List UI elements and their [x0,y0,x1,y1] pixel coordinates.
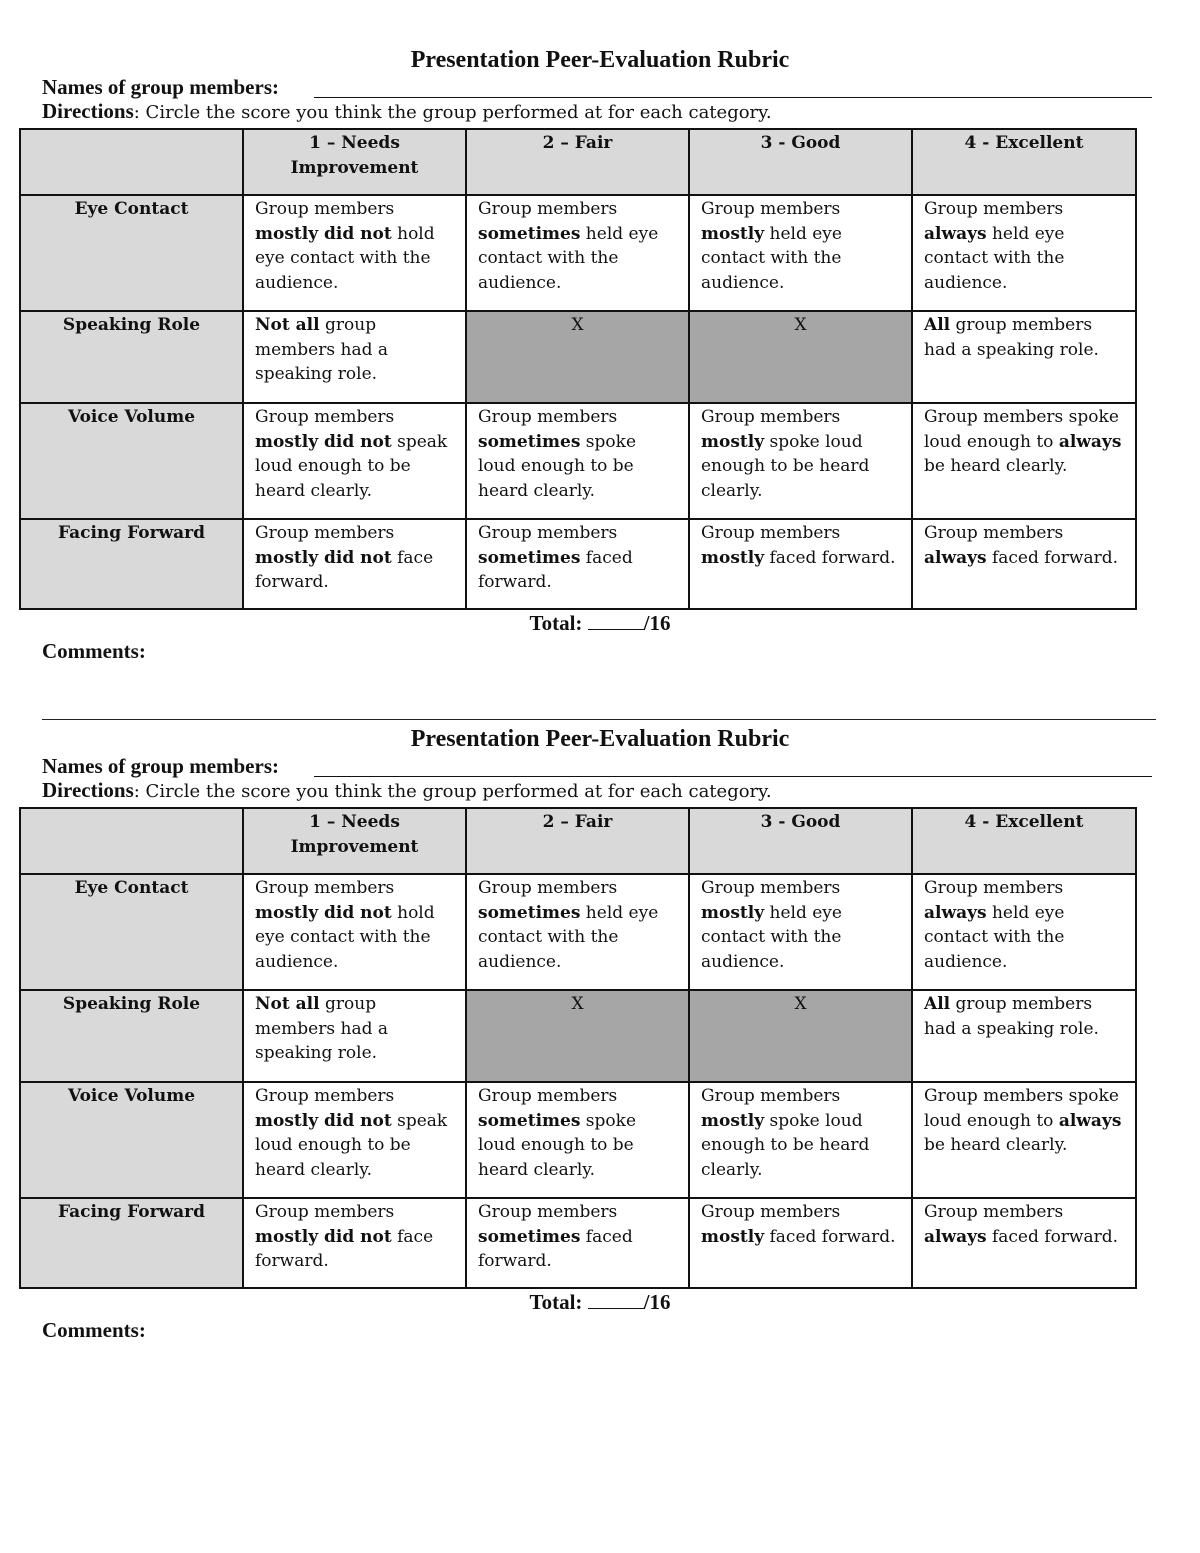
rubric-descriptor-cell[interactable] [689,874,912,990]
rubric-descriptor-cell[interactable] [689,1198,912,1288]
group-names-blank-line[interactable] [314,776,1152,777]
rubric-row [20,990,1136,1082]
rubric-descriptor-cell[interactable] [243,403,466,519]
header-corner-cell [20,808,243,874]
group-names-label: Names of group members: [42,754,279,778]
descriptor-emphasis: mostly did not [255,1110,392,1131]
header-corner-cell [20,129,243,195]
total-score [0,1289,1200,1315]
directions-label: Directions [42,99,134,123]
descriptor-emphasis: All [924,315,951,335]
descriptor-emphasis: mostly did not [255,1226,392,1247]
score-header-4[interactable]: 4 - Excellent [912,808,1136,874]
descriptor-text: faced forward. [986,1226,1119,1247]
rubric-descriptor-cell[interactable] [689,1082,912,1198]
descriptor-text: Group members [924,523,1064,543]
descriptor-text: faced forward. [986,547,1119,568]
descriptor-text: Group members [701,878,841,898]
rubric-descriptor-cell[interactable] [243,1198,466,1288]
rubric-descriptor-cell[interactable] [466,874,689,990]
descriptor-text: hold eye contact with the audience. [255,223,435,293]
sheet-divider [42,719,1156,720]
not-applicable-cell: X [466,990,689,1082]
descriptor-emphasis: mostly did not [255,547,392,568]
rubric-descriptor-cell[interactable] [689,519,912,609]
descriptor-emphasis: mostly did not [255,223,392,244]
descriptor-text: Group members [255,878,395,898]
descriptor-emphasis: mostly [701,1226,765,1247]
rubric-descriptor-cell[interactable] [466,519,689,609]
rubric-header-row [20,808,1136,874]
descriptor-emphasis: mostly [701,431,765,452]
descriptor-text: Group members [924,199,1064,219]
rubric-descriptor-cell[interactable] [912,403,1136,519]
rubric-row [20,1198,1136,1288]
rubric-descriptor-cell[interactable] [466,195,689,311]
descriptor-text: face forward. [255,1226,434,1271]
not-applicable-cell: X [689,990,912,1082]
descriptor-emphasis: sometimes [478,1226,581,1247]
rubric-row [20,195,1136,311]
descriptor-text: held eye contact with the audience. [478,902,659,972]
descriptor-text: Group members [701,1202,841,1222]
descriptor-text: Group members [255,1086,395,1106]
descriptor-emphasis: mostly did not [255,902,392,923]
total-score [0,610,1200,636]
not-applicable-cell: X [689,311,912,403]
descriptor-text: Group members [478,199,618,219]
descriptor-text: held eye contact with the audience. [924,223,1065,293]
descriptor-text: Group members [255,199,395,219]
descriptor-text: faced forward. [478,547,633,592]
descriptor-text: speak loud enough to be heard clearly. [255,1110,448,1180]
rubric-descriptor-cell[interactable] [912,874,1136,990]
directions-label: Directions [42,778,134,802]
group-names-field[interactable] [42,74,1152,100]
descriptor-emphasis: mostly did not [255,431,392,452]
rubric-descriptor-cell[interactable] [466,1198,689,1288]
descriptor-text: Group members [478,407,618,427]
descriptor-emphasis: mostly [701,223,765,244]
descriptor-text: spoke loud enough to be heard clearly. [478,1110,637,1180]
descriptor-emphasis: mostly [701,1110,765,1131]
category-label: Facing Forward [20,519,243,609]
descriptor-text: Group members [255,523,395,543]
group-names-blank-line[interactable] [314,97,1152,98]
descriptor-text: spoke loud enough to be heard clearly. [478,431,637,501]
descriptor-text: Group members [478,523,618,543]
descriptor-emphasis: always [924,547,987,568]
category-label: Facing Forward [20,1198,243,1288]
descriptor-emphasis: sometimes [478,431,581,452]
rubric-descriptor-cell[interactable] [243,990,466,1082]
descriptor-text: Group members [701,523,841,543]
score-header-1[interactable]: 1 – Needs Improvement [243,129,466,195]
rubric-descriptor-cell[interactable] [689,403,912,519]
directions-text: : Circle the score you think the group performed at for each category. [133,781,772,802]
descriptor-text: Group members [701,407,841,427]
comments-label: Comments: [42,639,146,663]
category-label: Eye Contact [20,195,243,311]
rubric-descriptor-cell[interactable] [912,990,1136,1082]
descriptor-text: faced forward. [764,1226,896,1247]
descriptor-text: be heard clearly. [924,456,1068,476]
descriptor-text: Group members [478,1202,618,1222]
rubric-header-row [20,129,1136,195]
descriptor-emphasis: always [1058,1110,1122,1131]
descriptor-text: hold eye contact with the audience. [255,902,435,972]
descriptor-text: group members had a speaking role. [924,994,1099,1039]
descriptor-emphasis: Not all [255,315,320,335]
descriptor-emphasis: always [924,902,987,923]
descriptor-text: held eye contact with the audience. [701,902,842,972]
rubric-descriptor-cell[interactable] [243,311,466,403]
category-label: Voice Volume [20,1082,243,1198]
descriptor-text: held eye contact with the audience. [924,902,1065,972]
descriptor-text: Group members [478,1086,618,1106]
descriptor-text: held eye contact with the audience. [701,223,842,293]
rubric-row [20,519,1136,609]
rubric-descriptor-cell[interactable] [912,1082,1136,1198]
descriptor-text: Group members spoke loud enough to [924,407,1119,452]
descriptor-emphasis: Not all [255,994,320,1014]
score-header-1[interactable]: 1 – Needs Improvement [243,808,466,874]
group-names-label: Names of group members: [42,75,279,99]
rubric-row [20,403,1136,519]
page-title: Presentation Peer-Evaluation Rubric [410,726,790,752]
descriptor-text: faced forward. [764,547,896,568]
descriptor-text: Group members spoke loud enough to [924,1086,1119,1131]
descriptor-emphasis: sometimes [478,223,581,244]
page-title: Presentation Peer-Evaluation Rubric [410,47,790,73]
descriptor-emphasis: All [924,994,951,1014]
not-applicable-cell: X [466,311,689,403]
score-header-3[interactable]: 3 - Good [689,808,912,874]
rubric-table [19,807,1137,1289]
descriptor-text: Group members [255,1202,395,1222]
score-header-4[interactable]: 4 - Excellent [912,129,1136,195]
total-score-blank[interactable] [588,1290,644,1309]
rubric-table [19,128,1137,610]
directions [42,100,1200,122]
rubric-descriptor-cell[interactable] [912,195,1136,311]
rubric-descriptor-cell[interactable] [689,195,912,311]
rubric-row [20,311,1136,403]
rubric-descriptor-cell[interactable] [243,519,466,609]
descriptor-text: Group members [478,878,618,898]
rubric-descriptor-cell[interactable] [243,874,466,990]
directions [42,779,1200,801]
descriptor-text: spoke loud enough to be heard clearly. [701,431,870,501]
descriptor-text: group members had a speaking role. [255,315,389,384]
descriptor-text: spoke loud enough to be heard clearly. [701,1110,870,1180]
total-label: Total: [529,611,583,635]
descriptor-emphasis: mostly [701,547,765,568]
rubric-row [20,874,1136,990]
rubric-sheet-1 [0,46,1200,663]
category-label: Speaking Role [20,990,243,1082]
descriptor-emphasis: always [1058,431,1122,452]
descriptor-text: held eye contact with the audience. [478,223,659,293]
total-max: /16 [643,1290,671,1314]
rubric-descriptor-cell[interactable] [243,1082,466,1198]
descriptor-emphasis: always [924,1226,987,1247]
rubric-descriptor-cell[interactable] [912,1198,1136,1288]
rubric-sheet-2 [0,725,1200,1342]
descriptor-text: Group members [701,199,841,219]
descriptor-text: Group members [924,1202,1064,1222]
total-max: /16 [643,611,671,635]
total-score-blank[interactable] [588,611,644,630]
rubric-descriptor-cell[interactable] [243,195,466,311]
descriptor-text: Group members [255,407,395,427]
category-label: Speaking Role [20,311,243,403]
descriptor-text: be heard clearly. [924,1135,1068,1155]
directions-text: : Circle the score you think the group performed at for each category. [133,102,772,123]
descriptor-text: Group members [924,878,1064,898]
descriptor-emphasis: sometimes [478,902,581,923]
comments-label: Comments: [42,1318,146,1342]
category-label: Eye Contact [20,874,243,990]
group-names-field[interactable] [42,753,1152,779]
rubric-descriptor-cell[interactable] [466,1082,689,1198]
descriptor-text: face forward. [255,547,434,592]
category-label: Voice Volume [20,403,243,519]
score-header-2[interactable]: 2 – Fair [466,129,689,195]
descriptor-emphasis: always [924,223,987,244]
descriptor-text: group members had a speaking role. [255,994,389,1063]
descriptor-text: group members had a speaking role. [924,315,1099,360]
score-header-2[interactable]: 2 – Fair [466,808,689,874]
descriptor-text: faced forward. [478,1226,633,1271]
descriptor-emphasis: sometimes [478,547,581,568]
rubric-descriptor-cell[interactable] [466,403,689,519]
descriptor-emphasis: sometimes [478,1110,581,1131]
score-header-3[interactable]: 3 - Good [689,129,912,195]
descriptor-text: Group members [701,1086,841,1106]
total-label: Total: [529,1290,583,1314]
rubric-row [20,1082,1136,1198]
rubric-descriptor-cell[interactable] [912,311,1136,403]
descriptor-emphasis: mostly [701,902,765,923]
descriptor-text: speak loud enough to be heard clearly. [255,431,448,501]
rubric-descriptor-cell[interactable] [912,519,1136,609]
